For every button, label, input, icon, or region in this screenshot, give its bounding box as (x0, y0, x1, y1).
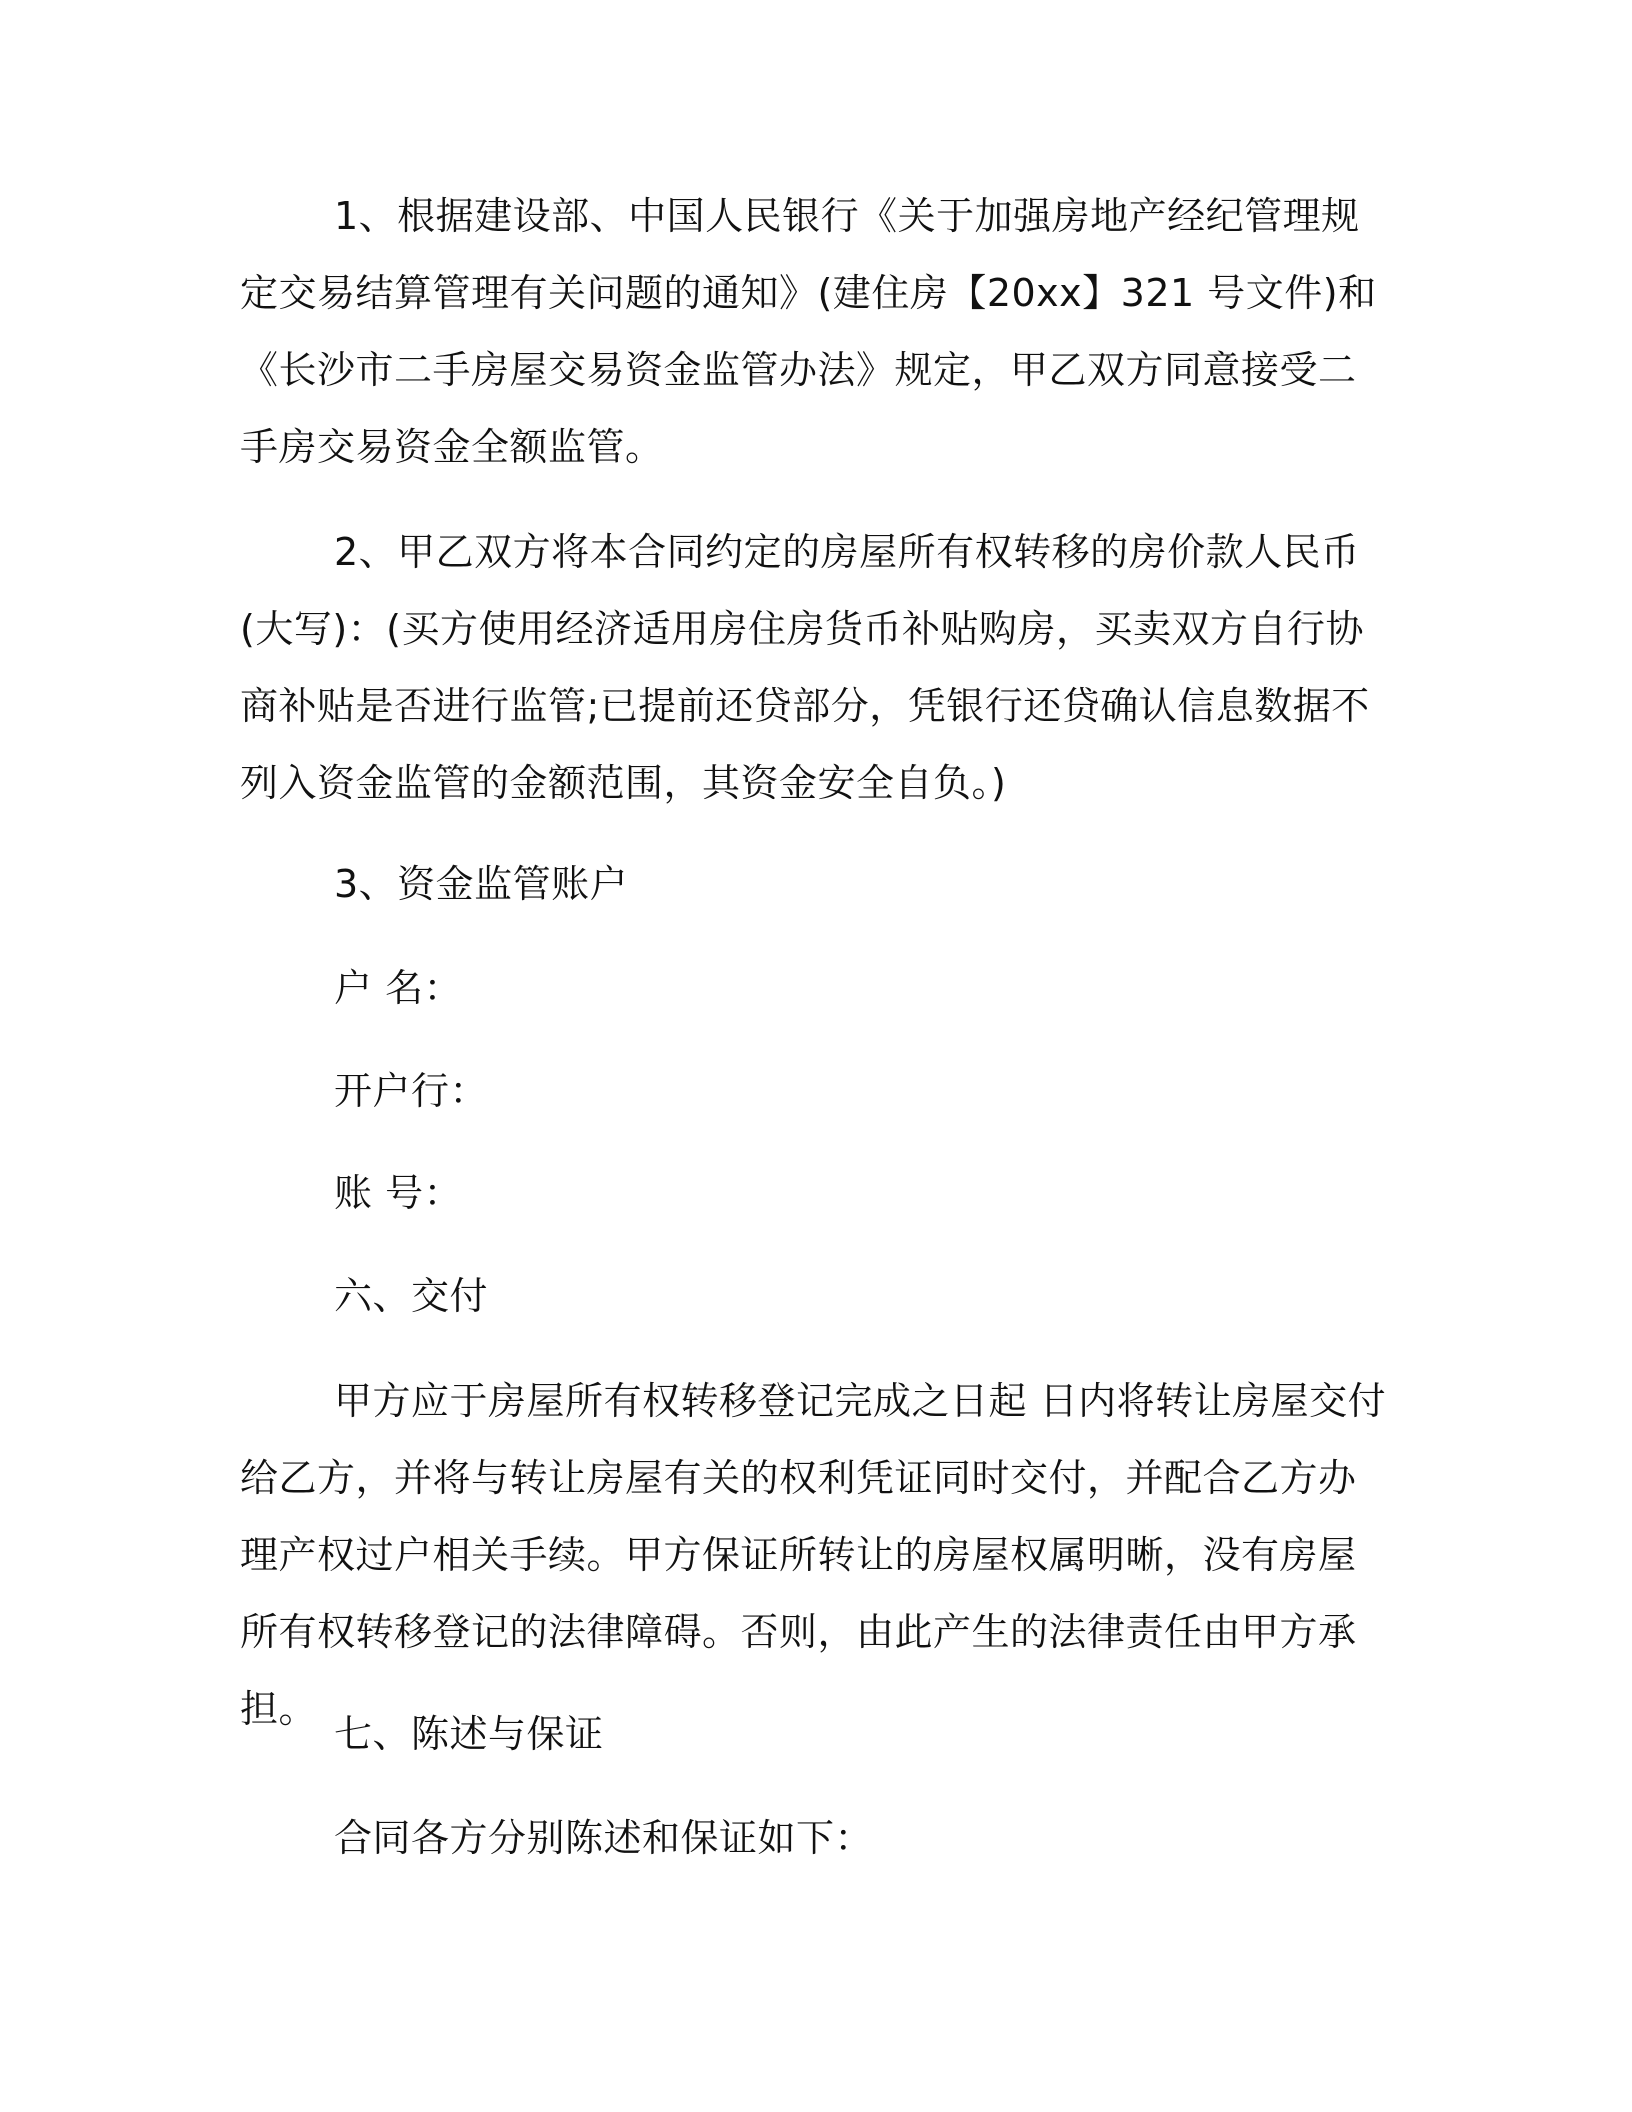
account-name-label: 户 名： (334, 966, 463, 1010)
paragraph-3: 3、资金监管账户 (334, 862, 629, 906)
bank-label: 开户行： (334, 1069, 489, 1113)
account-number-label: 账 号： (334, 1171, 463, 1215)
paragraph-representations: 合同各方分别陈述和保证如下： (334, 1816, 874, 1860)
section-7-title: 七、陈述与保证 (334, 1712, 604, 1756)
paragraph-1: 1、根据建设部、中国人民银行《关于加强房地产经纪管理规定交易结算管理有关问题的通知》(建住房【20xx】321 号文件)和《长沙市二手房屋交易资金监管办法》规定，甲乙双方同意接受二手房交易资金全额监管。 (240, 194, 1377, 469)
paragraph-delivery: 甲方应于房屋所有权转移登记完成之日起 日内将转让房屋交付给乙方，并将与转让房屋有关的权利凭证同时交付，并配合乙方办理产权过户相关手续。甲方保证所转让的房屋权属明晰，没有房屋所有权转移登记的法律障碍。否则，由此产生的法律责任由甲方承担。 (240, 1379, 1387, 1731)
paragraph-2: 2、甲乙双方将本合同约定的房屋所有权转移的房价款人民币(大写)：(买方使用经济适用房住房货币补贴购房，买卖双方自行协商补贴是否进行监管;已提前还贷部分，凭银行还贷确认信息数据不列入资金监管的金额范围，其资金安全自负。) (240, 530, 1370, 805)
section-6-title: 六、交付 (334, 1274, 489, 1318)
